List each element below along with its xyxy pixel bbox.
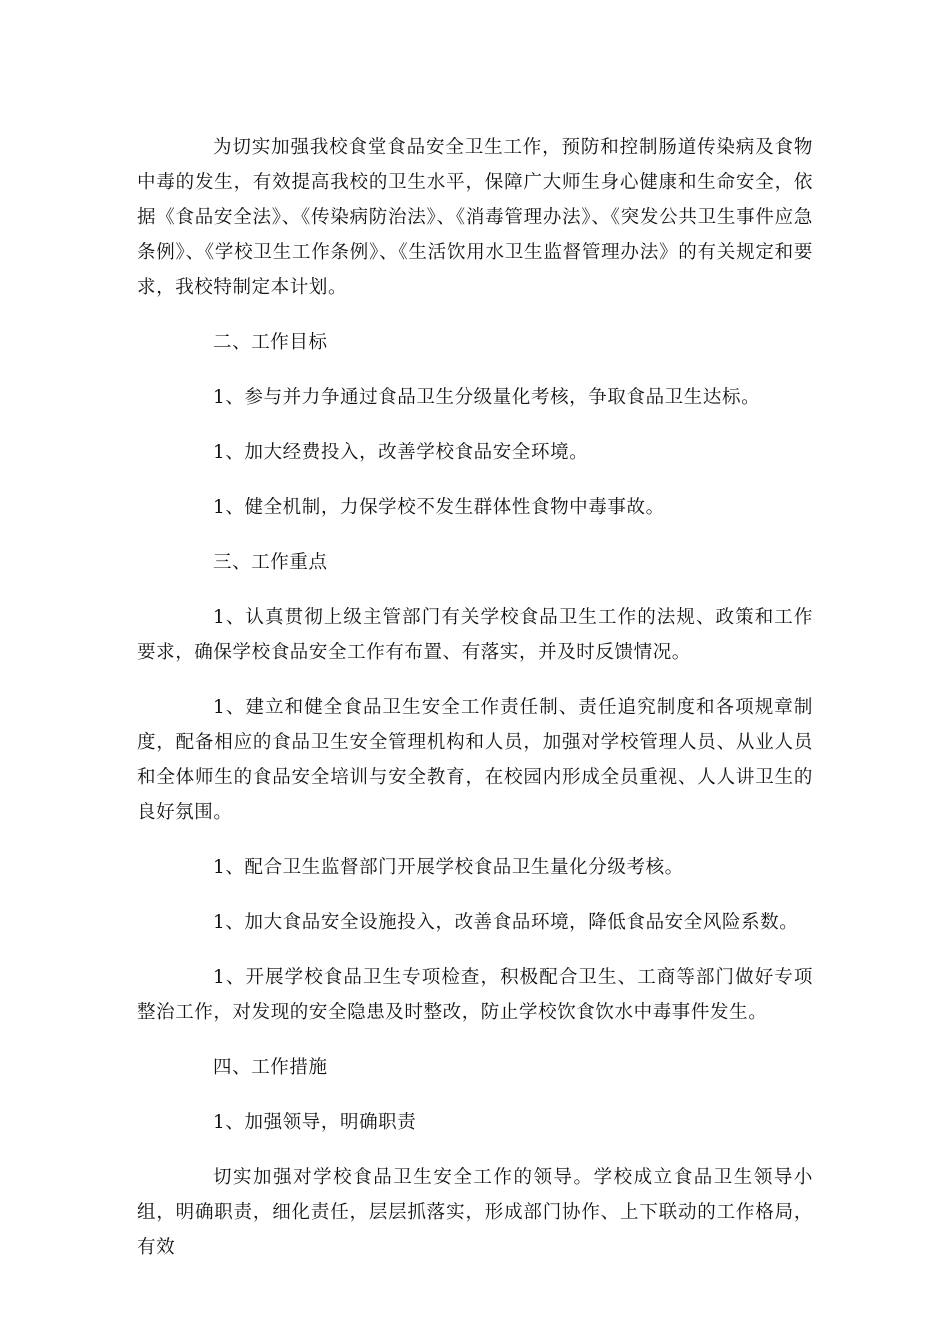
section-heading-goals: 二、工作目标 <box>213 332 328 353</box>
goal-item: 1、参与并力争通过食品卫生分级量化考核，争取食品卫生达标。 <box>213 387 761 408</box>
focus-item: 1、配合卫生监督部门开展学校食品卫生量化分级考核。 <box>213 857 684 878</box>
measure-subheading: 1、加强领导，明确职责 <box>213 1112 417 1133</box>
goal-item: 1、加大经费投入，改善学校食品安全环境。 <box>213 442 589 463</box>
focus-item: 1、认真贯彻上级主管部门有关学校食品卫生工作的法规、政策和工作要求，确保学校食品安全工作有布置、有落实，并及时反馈情况。 <box>137 607 813 663</box>
intro-paragraph: 为切实加强我校食堂食品安全卫生工作，预防和控制肠道传染病及食物中毒的发生，有效提高我校的卫生水平，保障广大师生身心健康和生命安全，依据《食品安全法》、《传染病防治法》、《消毒管理办法》、《突发公共卫生事件应急条例》、《学校卫生工作条例》、《生活饮用水卫生监督管理办法》的有关规定和要求，我校特制定本计划。 <box>137 137 813 298</box>
goal-item: 1、健全机制，力保学校不发生群体性食物中毒事故。 <box>213 497 665 518</box>
focus-item: 1、建立和健全食品卫生安全工作责任制、责任追究制度和各项规章制度，配备相应的食品卫生安全管理机构和人员，加强对学校管理人员、从业人员和全体师生的食品安全培训与安全教育，在校园内形成全员重视、人人讲卫生的良好氛围。 <box>137 697 813 823</box>
section-heading-measures: 四、工作措施 <box>213 1057 328 1078</box>
focus-item: 1、开展学校食品卫生专项检查，积极配合卫生、工商等部门做好专项整治工作，对发现的安全隐患及时整改，防止学校饮食饮水中毒事件发生。 <box>137 967 813 1023</box>
measure-paragraph: 切实加强对学校食品卫生安全工作的领导。学校成立食品卫生领导小组，明确职责，细化责任，层层抓落实，形成部门协作、上下联动的工作格局，有效 <box>137 1167 813 1258</box>
document-body <box>137 130 813 1265</box>
section-heading-focus: 三、工作重点 <box>213 552 328 573</box>
focus-item: 1、加大食品安全设施投入，改善食品环境，降低食品安全风险系数。 <box>213 912 799 933</box>
